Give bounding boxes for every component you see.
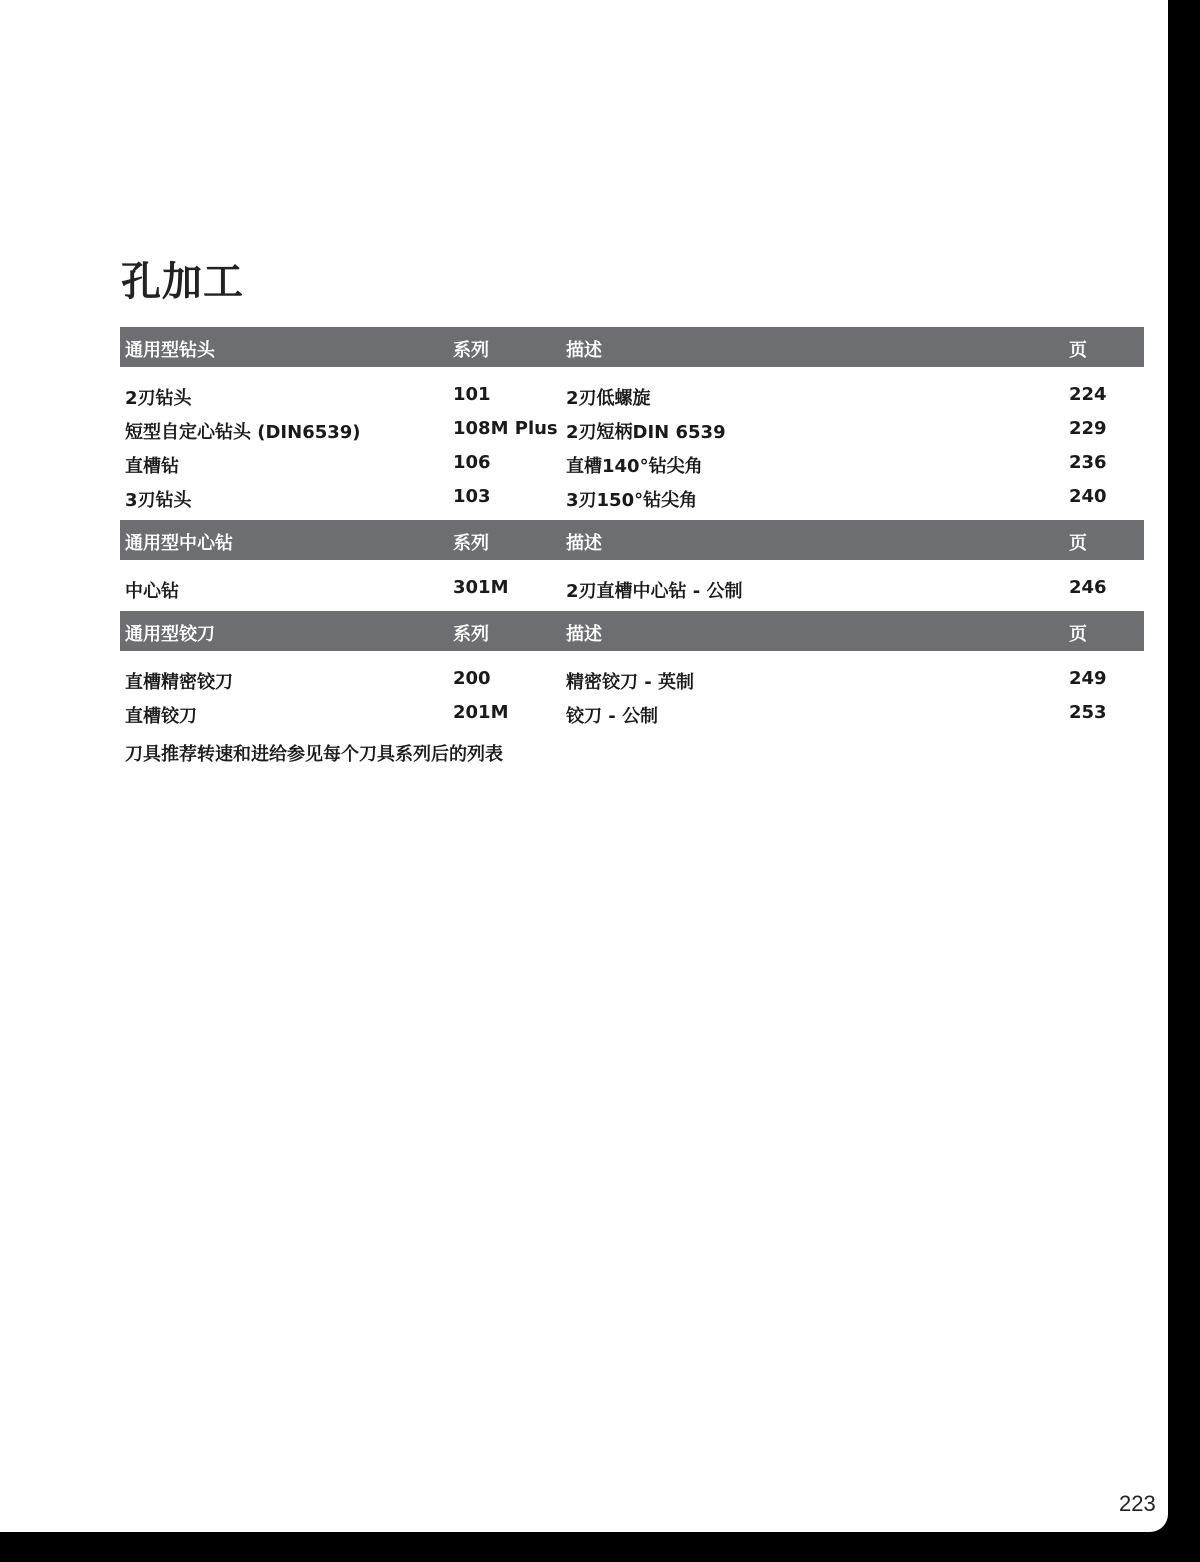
row-page: 224 — [1069, 384, 1107, 405]
header-name: 通用型钻头 — [125, 340, 215, 361]
row-series: 301M — [453, 577, 509, 598]
table-row — [120, 411, 1144, 445]
row-series: 103 — [453, 486, 491, 507]
header-description: 描述 — [566, 340, 602, 361]
table-row — [120, 570, 1144, 604]
section-rows — [120, 367, 1144, 513]
row-description: 精密铰刀 - 英制 — [566, 672, 695, 693]
row-series: 106 — [453, 452, 491, 473]
header-page: 页 — [1069, 624, 1087, 645]
row-description: 2刃低螺旋 — [566, 388, 651, 409]
footnote: 刀具推荐转速和进给参见每个刀具系列后的列表 — [125, 744, 503, 765]
row-page: 240 — [1069, 486, 1107, 507]
page-number: 223 — [1119, 1491, 1156, 1516]
row-name: 直槽铰刀 — [125, 706, 197, 727]
row-page: 236 — [1069, 452, 1107, 473]
row-page: 249 — [1069, 668, 1107, 689]
row-name: 3刃钻头 — [125, 490, 192, 511]
row-description: 铰刀 - 公制 — [566, 706, 659, 727]
section-reamers — [120, 611, 1144, 729]
row-name: 直槽钻 — [125, 456, 179, 477]
row-description: 直槽140°钻尖角 — [566, 456, 703, 477]
section-header — [120, 611, 1144, 651]
section-center-drills — [120, 520, 1144, 604]
row-name: 2刃钻头 — [125, 388, 192, 409]
section-header — [120, 327, 1144, 367]
row-description: 2刃直槽中心钻 - 公制 — [566, 581, 743, 602]
section-rows — [120, 560, 1144, 604]
row-name: 直槽精密铰刀 — [125, 672, 233, 693]
header-name: 通用型铰刀 — [125, 624, 215, 645]
table-row — [120, 377, 1144, 411]
row-name: 短型自定心钻头 (DIN6539) — [125, 422, 361, 443]
header-series: 系列 — [453, 340, 489, 361]
header-page: 页 — [1069, 533, 1087, 554]
section-drills — [120, 327, 1144, 513]
row-series: 200 — [453, 668, 491, 689]
row-series: 101 — [453, 384, 491, 405]
section-header — [120, 520, 1144, 560]
row-name: 中心钻 — [125, 581, 179, 602]
row-page: 253 — [1069, 702, 1107, 723]
row-page: 229 — [1069, 418, 1107, 439]
row-description: 2刃短柄DIN 6539 — [566, 422, 726, 443]
table-row — [120, 661, 1144, 695]
row-series: 108M Plus — [453, 418, 558, 439]
row-description: 3刃150°钻尖角 — [566, 490, 698, 511]
row-series: 201M — [453, 702, 509, 723]
table-row — [120, 445, 1144, 479]
header-description: 描述 — [566, 624, 602, 645]
header-page: 页 — [1069, 340, 1087, 361]
page-title: 孔加工 — [121, 259, 244, 305]
header-series: 系列 — [453, 533, 489, 554]
header-name: 通用型中心钻 — [125, 533, 233, 554]
header-description: 描述 — [566, 533, 602, 554]
header-series: 系列 — [453, 624, 489, 645]
table-row — [120, 695, 1144, 729]
row-page: 246 — [1069, 577, 1107, 598]
table-row — [120, 479, 1144, 513]
section-rows — [120, 651, 1144, 729]
